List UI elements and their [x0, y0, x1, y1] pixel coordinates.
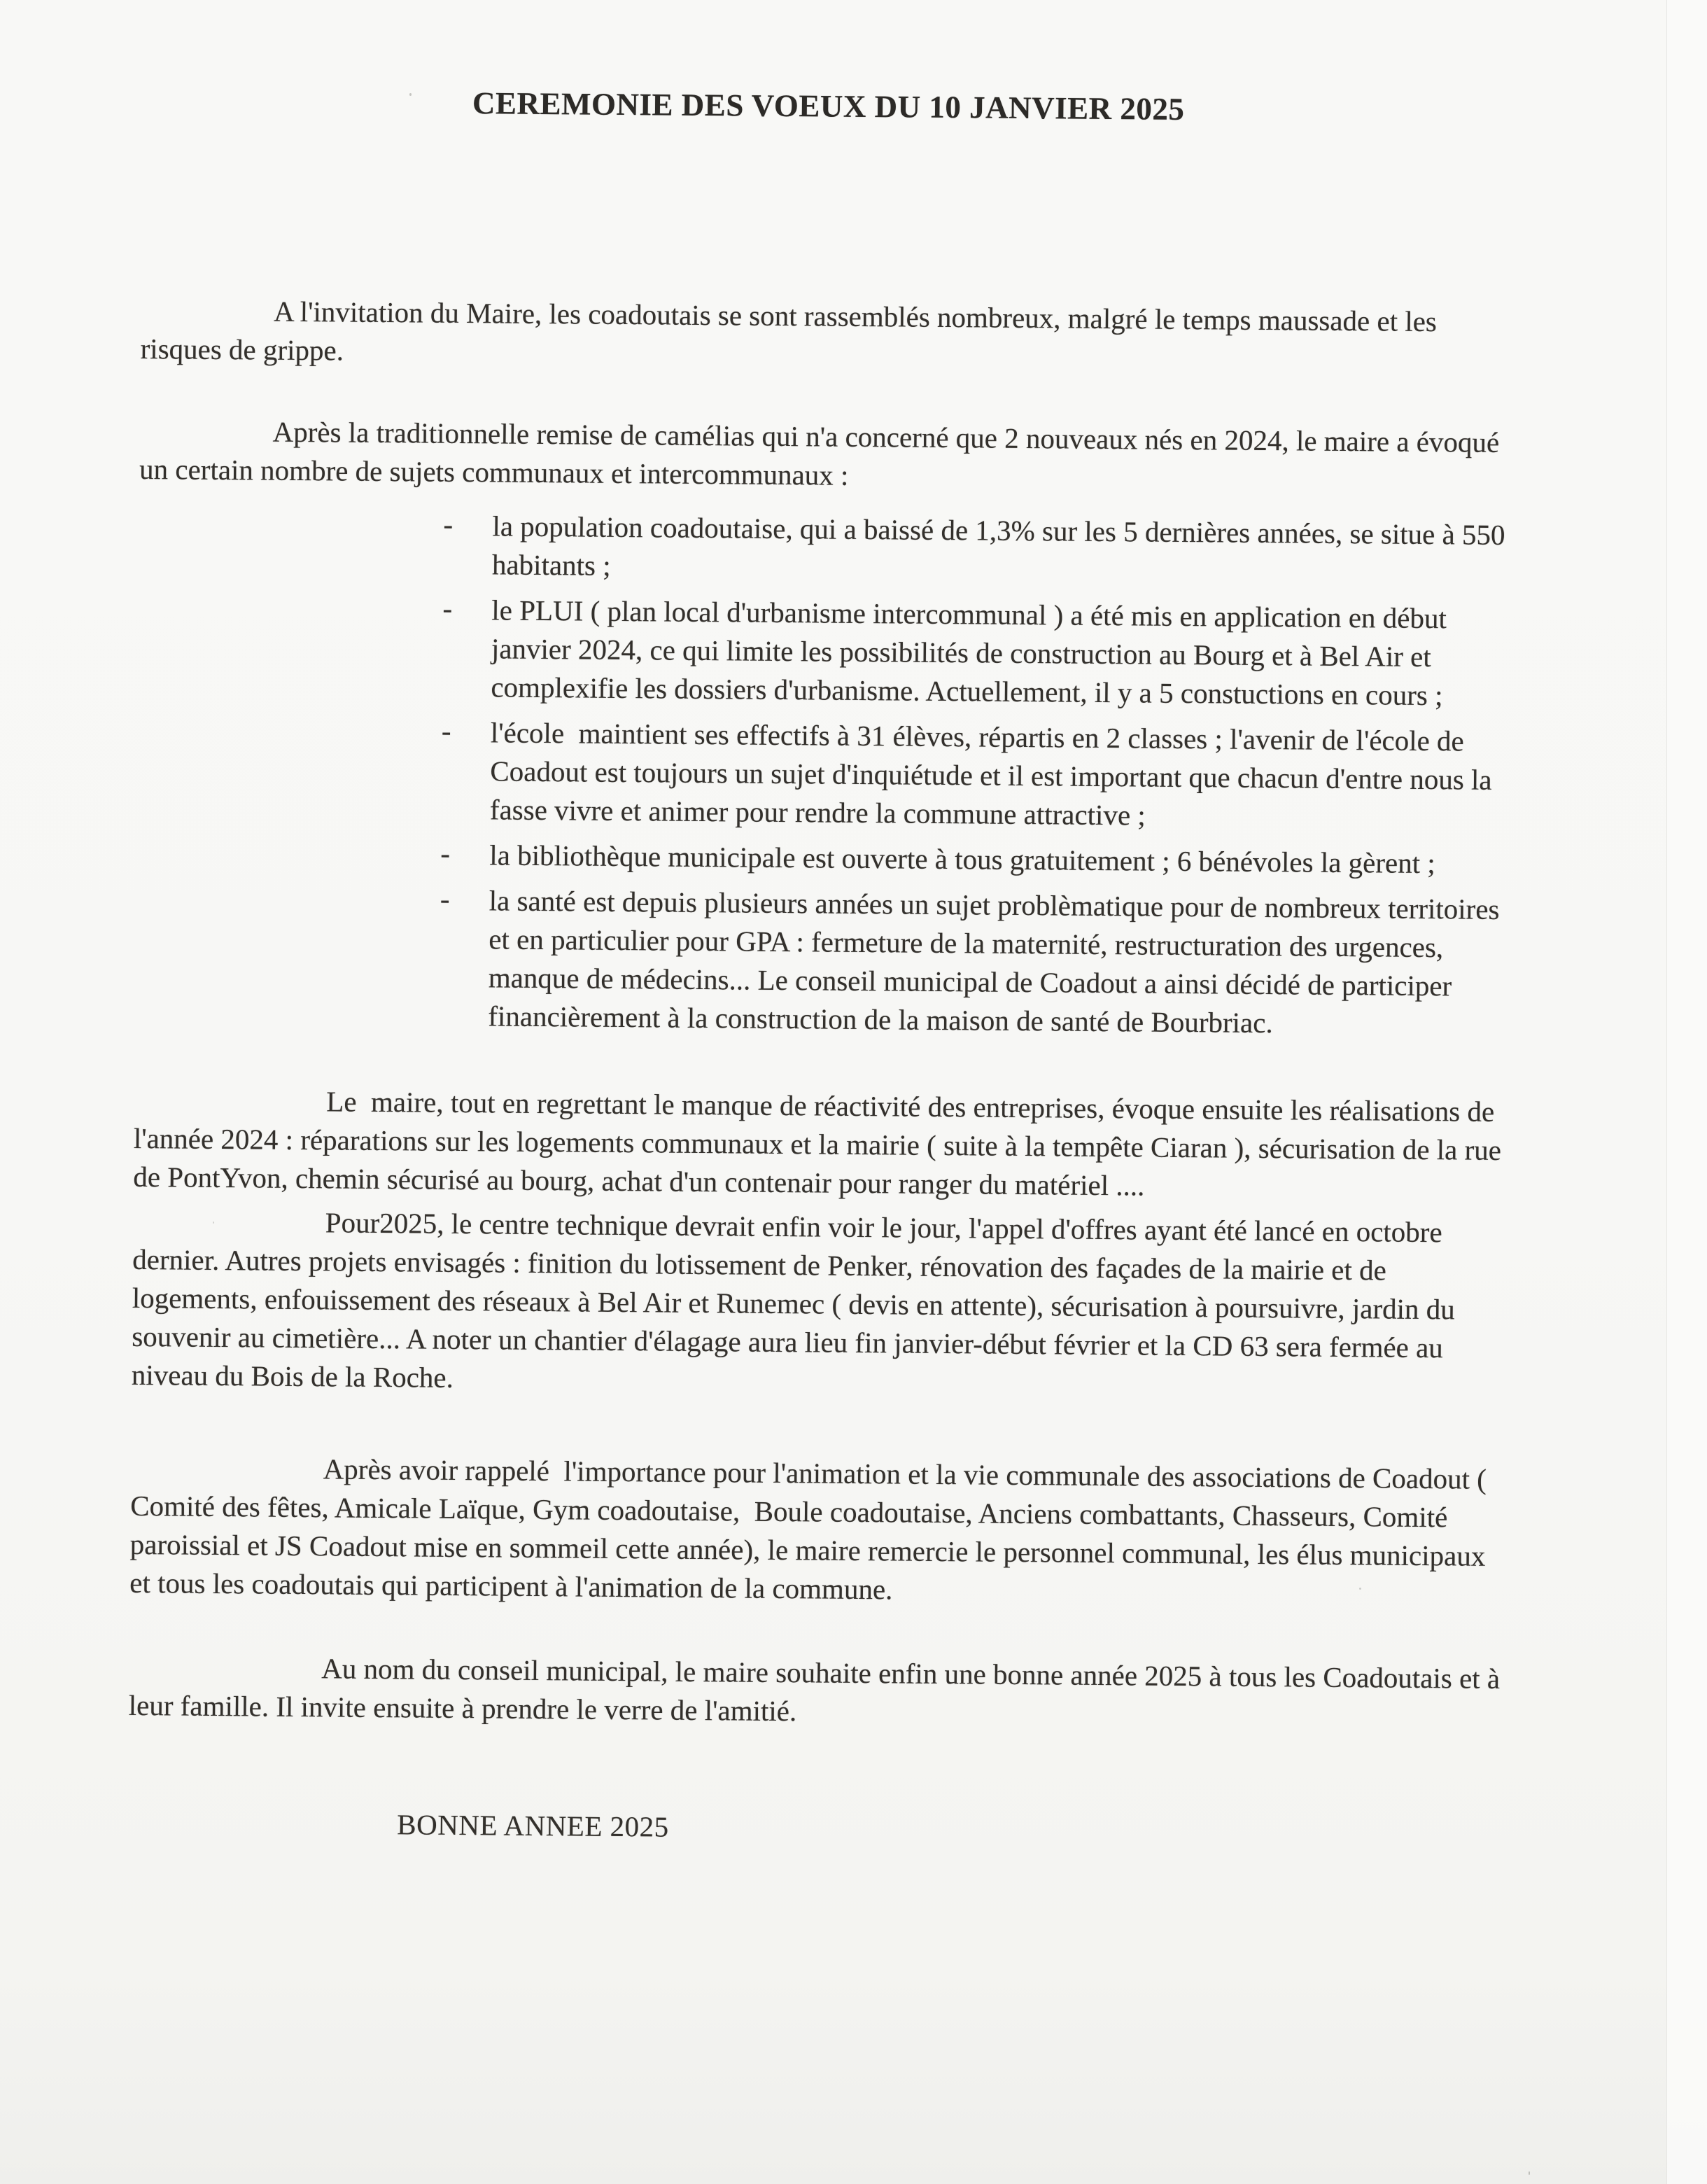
document-title: CEREMONIE DES VOEUX DU 10 JANVIER 2025	[472, 85, 1185, 127]
bullet-sante	[440, 881, 1508, 1044]
dash-icon: -	[443, 507, 454, 540]
bullet-plui	[442, 591, 1510, 715]
dash-icon: -	[441, 714, 451, 747]
dash-icon: -	[442, 592, 453, 624]
topics-bullet-list	[134, 504, 1511, 1044]
dash-icon: -	[440, 882, 450, 915]
signoff-bonne-annee: BONNE ANNEE 2025	[397, 1808, 669, 1843]
scan-edge-artifact	[1666, 0, 1707, 2184]
paragraph-voeux: Au nom du conseil municipal, le maire souhaite enfin une bonne année 2025 à tous les Coadoutais et à leur famille. Il invite ensuite à prendre le verre de l'amitié.	[128, 1652, 1508, 1728]
paragraph-projets-2025: Pour2025, le centre technique devrait enfin voir le jour, l'appel d'offres ayant été lancé en octobre dernier. Autres projets envisagés : finition du lotissement de Penker, rénovation des façades de la mairie et de logements, enfouissement des réseaux à Bel Air et Runemec ( devis en attente), sécurisation à poursuivre, jardin du souvenir au cimetière... A noter un chantier d'élagage aura lieu fin janvier-début février et la CD 63 sera fermée au niveau du Bois de la Roche.	[131, 1206, 1463, 1394]
scan-speck	[1529, 2171, 1530, 2175]
paragraph-remise-camelias: Après la traditionnelle remise de camélias qui n'a concerné que 2 nouveaux nés en 2024, le maire a évoqué un certain nombre de sujets communaux et intercommunaux :	[139, 415, 1507, 491]
bullet-text: l'école maintient ses effectifs à 31 élèves, répartis en 2 classes ; l'avenir de l'école de Coadout est toujours un sujet d'inquiétude et il est important que chacun d'entre nous la fasse vivre et animer pour rendre la commune attractive ;	[489, 716, 1500, 832]
paragraph-associations: Après avoir rappelé l'importance pour l'animation et la vie communale des associations de Coadout ( Comité des fêtes, Amicale Laïque, Gym coadoutaise, Boule coadoutaise, Anciens combattants, Chasseurs, Comité paroissial et JS Coadout mise en sommeil cette année), le maire remercie le personnel communal, les élus municipaux et tous les coadoutais qui participent à l'animation de la commune.	[129, 1452, 1494, 1606]
bullet-ecole	[441, 713, 1509, 838]
bullet-bibliotheque	[440, 836, 1508, 883]
document-content	[127, 0, 1515, 1854]
bullet-text: la bibliothèque municipale est ouverte à tous gratuitement ; 6 bénévoles la gèrent ;	[489, 839, 1435, 880]
bullet-text: le PLUI ( plan local d'urbanisme intercommunal ) a été mis en application en début janvier 2024, ce qui limite les possibilités de construction au Bourg et à Bel Air et complexifie les dossiers d'urbanisme. Actuellement, il y a 5 constuctions en cours ;	[491, 594, 1454, 712]
bullet-text: la population coadoutaise, qui a baissé de 1,3% sur les 5 dernières années, se situe à 550 habitants ;	[491, 510, 1512, 582]
paragraph-invitation: A l'invitation du Maire, les coadoutais se sont rassemblés nombreux, malgré le temps maussade et les risques de grippe.	[140, 295, 1445, 367]
bullet-population	[443, 507, 1512, 593]
paragraph-realisations-2024: Le maire, tout en regrettant le manque de réactivité des entreprises, évoque ensuite les réalisations de l'année 2024 : réparations sur les logements communaux et la mairie ( suite à la tempête Ciaran ), sécurisation de la rue de PontYvon, chemin sécurisé au bourg, achat d'un contenair pour ranger du matériel ....	[133, 1085, 1509, 1202]
dash-icon: -	[440, 836, 451, 869]
bullet-text: la santé est depuis plusieurs années un sujet problèmatique pour de nombreux territoires et en particulier pour GPA : fermeture de la maternité, restructuration des urgences, manque de médecins... Le conseil municipal de Coadout a ainsi décidé de participer financièrement à la construction de la maison de santé de Bourbriac.	[488, 884, 1507, 1040]
